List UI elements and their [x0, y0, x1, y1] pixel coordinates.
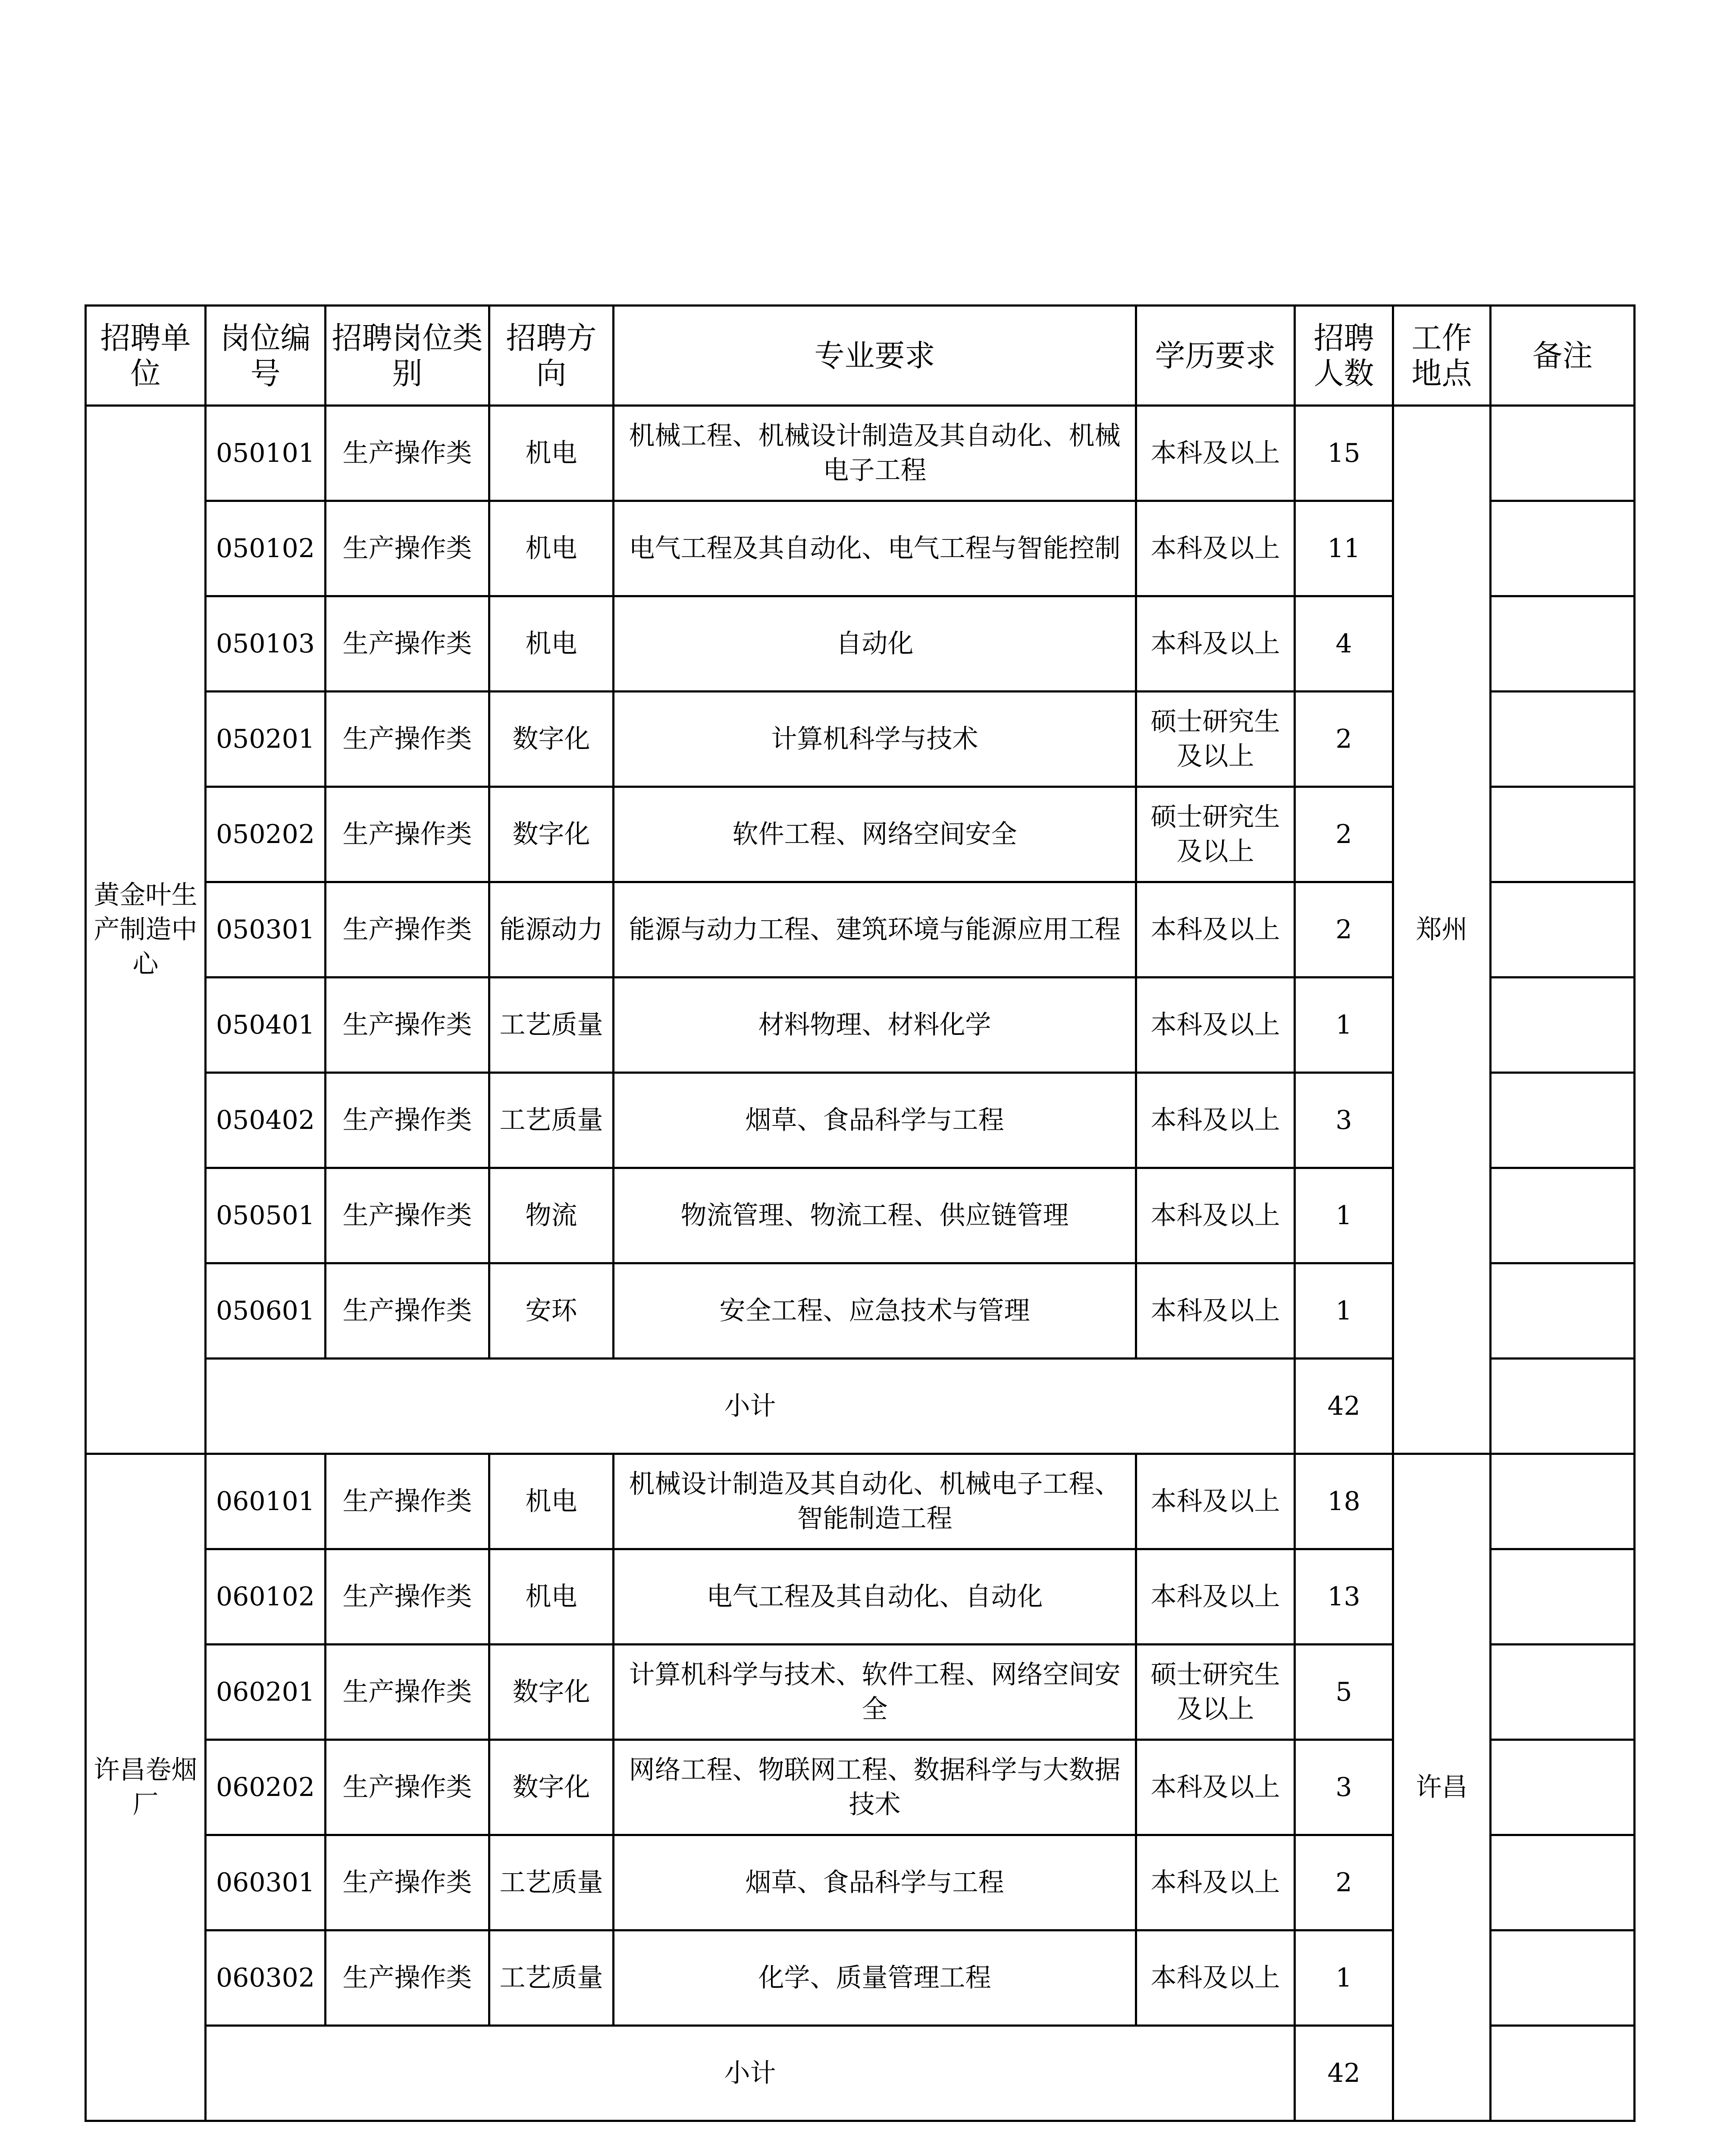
cell-remark [1491, 406, 1635, 501]
cell-count: 18 [1295, 1454, 1393, 1549]
cell-major: 烟草、食品科学与工程 [614, 1073, 1136, 1168]
cell-category: 生产操作类 [326, 596, 489, 692]
cell-education: 本科及以上 [1136, 501, 1295, 596]
cell-remark [1491, 501, 1635, 596]
cell-category: 生产操作类 [326, 787, 489, 882]
cell-remark [1491, 1645, 1635, 1740]
table-row [86, 1454, 1635, 1549]
cell-count: 2 [1295, 1835, 1393, 1930]
cell-code: 050202 [206, 787, 326, 882]
work-location: 许昌 [1393, 1454, 1491, 2121]
cell-category: 生产操作类 [326, 1454, 489, 1549]
unit-name: 黄金叶生产制造中心 [86, 406, 206, 1454]
cell-code: 050103 [206, 596, 326, 692]
cell-category: 生产操作类 [326, 692, 489, 787]
cell-count: 13 [1295, 1549, 1393, 1645]
cell-category: 生产操作类 [326, 1073, 489, 1168]
cell-major: 物流管理、物流工程、供应链管理 [614, 1168, 1136, 1263]
cell-major: 化学、质量管理工程 [614, 1930, 1136, 2026]
cell-education: 本科及以上 [1136, 596, 1295, 692]
cell-category: 生产操作类 [326, 978, 489, 1073]
cell-education: 硕士研究生及以上 [1136, 1645, 1295, 1740]
header-major: 专业要求 [614, 306, 1136, 406]
cell-code: 060101 [206, 1454, 326, 1549]
cell-direction: 机电 [489, 1549, 614, 1645]
cell-remark [1491, 1073, 1635, 1168]
cell-education: 本科及以上 [1136, 1073, 1295, 1168]
cell-direction: 能源动力 [489, 882, 614, 978]
cell-major: 能源与动力工程、建筑环境与能源应用工程 [614, 882, 1136, 978]
cell-major: 机械设计制造及其自动化、机械电子工程、智能制造工程 [614, 1454, 1136, 1549]
header-category: 招聘岗位类别 [326, 306, 489, 406]
cell-count: 3 [1295, 1740, 1393, 1835]
cell-count: 2 [1295, 692, 1393, 787]
cell-education: 本科及以上 [1136, 882, 1295, 978]
cell-direction: 工艺质量 [489, 1930, 614, 2026]
cell-education: 本科及以上 [1136, 1740, 1295, 1835]
cell-direction: 数字化 [489, 1740, 614, 1835]
cell-major: 材料物理、材料化学 [614, 978, 1136, 1073]
header-location: 工作地点 [1393, 306, 1491, 406]
cell-category: 生产操作类 [326, 1740, 489, 1835]
cell-direction: 安环 [489, 1263, 614, 1359]
cell-category: 生产操作类 [326, 1835, 489, 1930]
cell-count: 1 [1295, 1168, 1393, 1263]
header-education: 学历要求 [1136, 306, 1295, 406]
cell-count: 4 [1295, 596, 1393, 692]
cell-education: 本科及以上 [1136, 1549, 1295, 1645]
cell-direction: 机电 [489, 596, 614, 692]
header-direction: 招聘方向 [489, 306, 614, 406]
work-location: 郑州 [1393, 406, 1491, 1454]
cell-major: 计算机科学与技术 [614, 692, 1136, 787]
cell-education: 本科及以上 [1136, 1263, 1295, 1359]
cell-code: 050301 [206, 882, 326, 978]
cell-major: 电气工程及其自动化、电气工程与智能控制 [614, 501, 1136, 596]
header-row [86, 306, 1635, 406]
cell-direction: 机电 [489, 1454, 614, 1549]
cell-category: 生产操作类 [326, 1930, 489, 2026]
cell-category: 生产操作类 [326, 406, 489, 501]
cell-direction: 机电 [489, 501, 614, 596]
cell-education: 硕士研究生及以上 [1136, 692, 1295, 787]
cell-count: 2 [1295, 882, 1393, 978]
cell-major: 软件工程、网络空间安全 [614, 787, 1136, 882]
subtotal-label: 小计 [206, 1359, 1295, 1454]
cell-code: 060102 [206, 1549, 326, 1645]
cell-education: 本科及以上 [1136, 1835, 1295, 1930]
header-count: 招聘人数 [1295, 306, 1393, 406]
cell-remark [1491, 1740, 1635, 1835]
cell-remark [1491, 787, 1635, 882]
cell-count: 5 [1295, 1645, 1393, 1740]
cell-direction: 物流 [489, 1168, 614, 1263]
cell-remark [1491, 1263, 1635, 1359]
cell-category: 生产操作类 [326, 1549, 489, 1645]
cell-remark [1491, 1930, 1635, 2026]
cell-code: 060302 [206, 1930, 326, 2026]
cell-code: 050501 [206, 1168, 326, 1263]
cell-direction: 工艺质量 [489, 1835, 614, 1930]
cell-remark [1491, 692, 1635, 787]
cell-count: 1 [1295, 1930, 1393, 2026]
cell-education: 本科及以上 [1136, 978, 1295, 1073]
cell-code: 060202 [206, 1740, 326, 1835]
cell-major: 安全工程、应急技术与管理 [614, 1263, 1136, 1359]
cell-education: 本科及以上 [1136, 1454, 1295, 1549]
cell-code: 060201 [206, 1645, 326, 1740]
subtotal-remark [1491, 1359, 1635, 1454]
cell-direction: 工艺质量 [489, 1073, 614, 1168]
cell-education: 本科及以上 [1136, 1168, 1295, 1263]
cell-major: 网络工程、物联网工程、数据科学与大数据技术 [614, 1740, 1136, 1835]
recruitment-table [85, 304, 1636, 2122]
header-remark: 备注 [1491, 306, 1635, 406]
subtotal-remark [1491, 2026, 1635, 2121]
subtotal-label: 小计 [206, 2026, 1295, 2121]
table-body [86, 406, 1635, 2121]
cell-education: 本科及以上 [1136, 1930, 1295, 2026]
cell-direction: 机电 [489, 406, 614, 501]
cell-count: 15 [1295, 406, 1393, 501]
cell-major: 自动化 [614, 596, 1136, 692]
cell-direction: 工艺质量 [489, 978, 614, 1073]
cell-code: 060301 [206, 1835, 326, 1930]
cell-remark [1491, 978, 1635, 1073]
cell-remark [1491, 882, 1635, 978]
cell-education: 硕士研究生及以上 [1136, 787, 1295, 882]
cell-code: 050201 [206, 692, 326, 787]
cell-count: 11 [1295, 501, 1393, 596]
cell-code: 050401 [206, 978, 326, 1073]
cell-remark [1491, 1549, 1635, 1645]
cell-count: 1 [1295, 978, 1393, 1073]
cell-category: 生产操作类 [326, 882, 489, 978]
cell-code: 050402 [206, 1073, 326, 1168]
cell-remark [1491, 1168, 1635, 1263]
cell-category: 生产操作类 [326, 1168, 489, 1263]
cell-remark [1491, 1454, 1635, 1549]
cell-code: 050601 [206, 1263, 326, 1359]
header-unit: 招聘单位 [86, 306, 206, 406]
cell-education: 本科及以上 [1136, 406, 1295, 501]
cell-count: 1 [1295, 1263, 1393, 1359]
subtotal-value: 42 [1295, 1359, 1393, 1454]
cell-major: 机械工程、机械设计制造及其自动化、机械电子工程 [614, 406, 1136, 501]
cell-direction: 数字化 [489, 692, 614, 787]
table-row [86, 406, 1635, 501]
cell-major: 烟草、食品科学与工程 [614, 1835, 1136, 1930]
cell-category: 生产操作类 [326, 501, 489, 596]
cell-remark [1491, 596, 1635, 692]
cell-major: 电气工程及其自动化、自动化 [614, 1549, 1136, 1645]
cell-major: 计算机科学与技术、软件工程、网络空间安全 [614, 1645, 1136, 1740]
cell-code: 050101 [206, 406, 326, 501]
header-code: 岗位编号 [206, 306, 326, 406]
unit-name: 许昌卷烟厂 [86, 1454, 206, 2121]
subtotal-value: 42 [1295, 2026, 1393, 2121]
cell-count: 3 [1295, 1073, 1393, 1168]
cell-code: 050102 [206, 501, 326, 596]
cell-direction: 数字化 [489, 787, 614, 882]
cell-count: 2 [1295, 787, 1393, 882]
cell-category: 生产操作类 [326, 1645, 489, 1740]
cell-category: 生产操作类 [326, 1263, 489, 1359]
cell-direction: 数字化 [489, 1645, 614, 1740]
cell-remark [1491, 1835, 1635, 1930]
